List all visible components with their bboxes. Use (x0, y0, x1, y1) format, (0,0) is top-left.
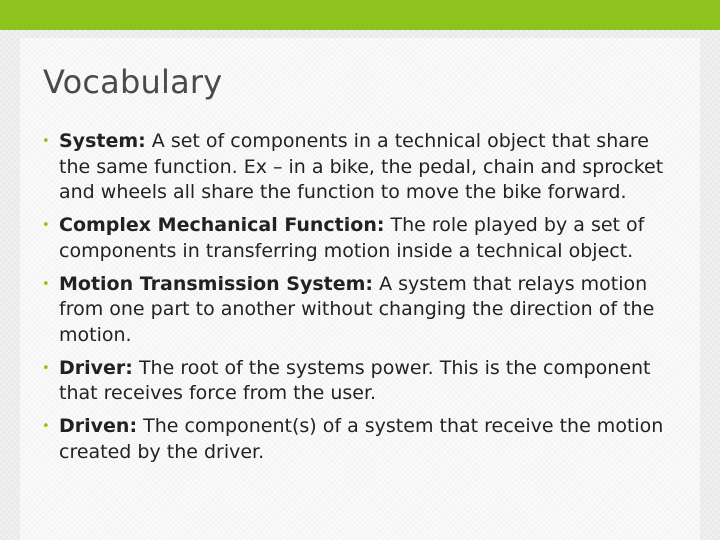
term-definition: The component(s) of a system that receive the motion created by the driver. (59, 415, 664, 463)
bullet-icon: • (42, 360, 50, 376)
bullet-icon: • (42, 276, 50, 292)
list-item (42, 272, 682, 349)
list-item (42, 414, 682, 465)
list-item (42, 213, 682, 264)
bullet-icon: • (42, 218, 50, 233)
term-label: System: (59, 130, 146, 152)
term-label: Driven: (59, 415, 138, 437)
list-item (42, 356, 682, 407)
term-label: Driver: (59, 356, 133, 379)
bullet-icon: • (42, 134, 50, 149)
vocabulary-list (42, 129, 682, 473)
term-label: Complex Mechanical Function: (59, 214, 385, 236)
term-definition: A set of components in a technical object that share the same function. Ex – in a bike, the pedal, chain and sprocket and wheels all share the function to move the bike forward. (59, 130, 664, 203)
top-accent-bar (0, 0, 720, 30)
term-definition: The role played by a set of components in transferring motion inside a technical object. (59, 214, 645, 262)
bullet-icon: • (42, 419, 50, 434)
slide-title: Vocabulary (43, 63, 223, 101)
term-definition: A system that relays motion from one part to another without changing the direction of the motion. (59, 272, 655, 346)
term-definition: The root of the systems power. This is the component that receives force from the user. (59, 356, 651, 404)
list-item (42, 129, 682, 206)
term-label: Motion Transmission System: (59, 272, 374, 295)
